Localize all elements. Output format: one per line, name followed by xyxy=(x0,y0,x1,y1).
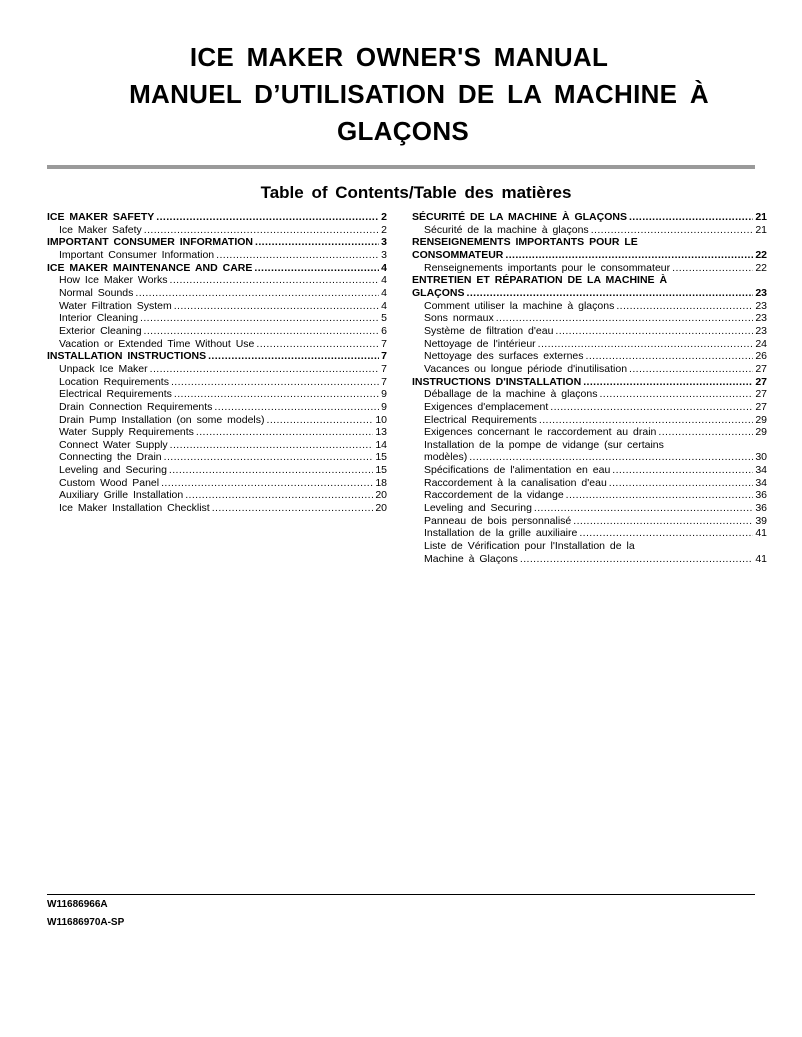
dot-leader xyxy=(573,515,753,528)
toc-entry[interactable] xyxy=(412,553,767,566)
toc-entry-label: Sons normaux xyxy=(424,312,494,325)
toc-entry[interactable] xyxy=(412,388,767,401)
toc-entry-label: CONSOMMATEUR xyxy=(412,248,504,261)
toc-entry-page: 9 xyxy=(381,388,387,401)
toc-entry[interactable] xyxy=(412,515,767,528)
toc-entry-page: 21 xyxy=(755,223,767,236)
dot-leader xyxy=(505,249,753,262)
dot-leader xyxy=(672,262,753,275)
toc-entry-label: Exterior Cleaning xyxy=(59,324,142,337)
dot-leader xyxy=(140,312,379,325)
toc-entry-page: 23 xyxy=(755,312,767,325)
toc-entry[interactable] xyxy=(412,211,767,224)
toc-entry[interactable] xyxy=(412,464,767,477)
toc-french-column xyxy=(412,211,767,565)
toc-entry-page: 2 xyxy=(381,211,387,223)
dot-leader xyxy=(539,414,753,427)
toc-entry-label: Raccordement de la vidange xyxy=(424,489,564,502)
toc-entry[interactable] xyxy=(47,350,387,363)
dot-leader xyxy=(144,325,380,338)
toc-entry-page: 29 xyxy=(755,426,767,439)
toc-entry-label: ICE MAKER SAFETY xyxy=(47,211,155,223)
toc-entry-page: 20 xyxy=(375,489,387,502)
dot-leader xyxy=(170,439,374,452)
toc-english-column xyxy=(47,211,387,515)
toc-entry-page: 22 xyxy=(755,261,767,274)
dot-leader xyxy=(171,376,379,389)
dot-leader xyxy=(216,249,379,262)
toc-entry-label: Leveling and Securing xyxy=(59,464,167,477)
toc-entry-page: 34 xyxy=(755,464,767,477)
dot-leader xyxy=(538,338,754,351)
toc-entry-label: Raccordement à la canalisation d'eau xyxy=(424,476,607,489)
toc-entry[interactable] xyxy=(47,376,387,389)
dot-leader xyxy=(161,477,373,490)
toc-entry-page: 26 xyxy=(755,350,767,363)
toc-entry-label: Water Filtration System xyxy=(59,299,172,312)
toc-entry[interactable] xyxy=(47,300,387,313)
toc-entry-page: 9 xyxy=(381,400,387,413)
toc-entry[interactable] xyxy=(412,338,767,351)
dot-leader xyxy=(629,363,753,376)
toc-entry-label: Ice Maker Installation Checklist xyxy=(59,502,210,515)
toc-entry-label: How Ice Maker Works xyxy=(59,274,168,287)
dot-leader xyxy=(212,502,374,515)
toc-entry-label: Unpack Ice Maker xyxy=(59,362,148,375)
toc-entry-label: Installation de la grille auxiliaire xyxy=(424,527,578,540)
title-french-line1: MANUEL D’UTILISATION DE LA MACHINE À xyxy=(129,79,709,109)
toc-entry[interactable] xyxy=(412,300,767,313)
header-divider xyxy=(47,165,755,169)
toc-entry-label: Système de filtration d'eau xyxy=(424,324,554,337)
toc-entry[interactable] xyxy=(412,451,767,464)
toc-entry-label: Renseignements importants pour le consommateur xyxy=(424,261,671,274)
toc-entry-page: 36 xyxy=(755,489,767,502)
dot-leader xyxy=(612,464,753,477)
toc-entry-page: 7 xyxy=(381,350,387,363)
toc-entry-page: 6 xyxy=(381,324,387,337)
toc-entry[interactable] xyxy=(47,211,387,224)
toc-entry-label: Exigences concernant le raccordement au drain xyxy=(424,426,657,439)
toc-entry-page: 27 xyxy=(755,388,767,401)
toc-entry-label: Custom Wood Panel xyxy=(59,476,160,489)
toc-entry[interactable] xyxy=(412,527,767,540)
toc-entry-label: ICE MAKER MAINTENANCE AND CARE xyxy=(47,261,253,274)
toc-entry[interactable] xyxy=(47,401,387,414)
dot-leader xyxy=(520,553,753,566)
toc-entry-page: 36 xyxy=(755,502,767,515)
toc-entry[interactable] xyxy=(47,439,387,452)
dot-leader xyxy=(185,489,373,502)
toc-entry-page: 4 xyxy=(381,286,387,299)
toc-entry[interactable] xyxy=(47,477,387,490)
toc-entry-first-line[interactable]: Liste de Vérification pour l'Installation de la xyxy=(424,540,635,553)
dot-leader xyxy=(534,502,753,515)
toc-entry[interactable] xyxy=(47,224,387,237)
title-french-line2: GLAÇONS xyxy=(336,116,470,146)
toc-entry-label: GLAÇONS xyxy=(412,286,465,299)
toc-entry[interactable] xyxy=(47,451,387,464)
toc-entry-page: 13 xyxy=(375,426,387,439)
toc-entry-label: Vacances ou longue période d'inutilisation xyxy=(424,362,628,375)
toc-entry-label: IMPORTANT CONSUMER INFORMATION xyxy=(47,236,254,249)
toc-entry-page: 27 xyxy=(755,375,767,388)
toc-entry-label: Exigences d'emplacement xyxy=(424,400,549,413)
toc-entry[interactable] xyxy=(47,262,387,275)
toc-entry-page: 23 xyxy=(755,286,767,299)
toc-entry[interactable] xyxy=(47,388,387,401)
dot-leader xyxy=(629,211,753,224)
toc-entry-label: Electrical Requirements xyxy=(424,413,537,426)
dot-leader xyxy=(169,464,373,477)
toc-entry-label: modèles) xyxy=(424,451,468,464)
dot-leader xyxy=(135,287,379,300)
dot-leader xyxy=(467,287,754,300)
title-english: ICE MAKER OWNER'S MANUAL xyxy=(189,42,609,72)
toc-entry-label: Connecting the Drain xyxy=(59,451,162,464)
toc-entry-label: Leveling and Securing xyxy=(424,502,532,515)
toc-entry-label: Nettoyage de l'intérieur xyxy=(424,337,536,350)
toc-entry[interactable] xyxy=(47,338,387,351)
dot-leader xyxy=(550,401,753,414)
dot-leader xyxy=(586,350,754,363)
dot-leader xyxy=(591,224,754,237)
toc-entry-page: 2 xyxy=(381,223,387,236)
dot-leader xyxy=(267,414,374,427)
dot-leader xyxy=(170,274,380,287)
toc-entry[interactable] xyxy=(47,363,387,376)
toc-entry-page: 21 xyxy=(755,211,767,223)
toc-entry-page: 15 xyxy=(375,464,387,477)
toc-entry[interactable] xyxy=(412,350,767,363)
toc-entry-first-line[interactable]: ENTRETIEN ET RÉPARATION DE LA MACHINE À xyxy=(412,274,668,287)
toc-entry[interactable] xyxy=(47,414,387,427)
toc-entry-first-line[interactable]: RENSEIGNEMENTS IMPORTANTS POUR LE xyxy=(412,236,638,249)
dot-leader xyxy=(555,325,753,338)
footer-divider xyxy=(47,894,755,895)
toc-entry[interactable] xyxy=(412,502,767,515)
toc-entry-page: 15 xyxy=(375,451,387,464)
toc-entry[interactable] xyxy=(412,262,767,275)
dot-leader xyxy=(254,262,379,275)
dot-leader xyxy=(583,376,753,389)
toc-entry-page: 27 xyxy=(755,400,767,413)
dot-leader xyxy=(196,426,373,439)
dot-leader xyxy=(579,527,753,540)
dot-leader xyxy=(616,300,753,313)
toc-heading: Table of Contents/Table des matières xyxy=(260,183,572,202)
toc-entry[interactable] xyxy=(47,312,387,325)
toc-entry[interactable] xyxy=(47,274,387,287)
toc-entry-page: 7 xyxy=(381,362,387,375)
dot-leader xyxy=(496,312,754,325)
toc-entry[interactable] xyxy=(412,249,767,262)
toc-entry-label: Panneau de bois personnalisé xyxy=(424,514,572,527)
toc-entry[interactable] xyxy=(47,502,387,515)
toc-entry[interactable] xyxy=(412,414,767,427)
toc-entry-label: INSTRUCTIONS D'INSTALLATION xyxy=(412,375,582,388)
toc-entry-label: Important Consumer Information xyxy=(59,248,215,261)
toc-entry[interactable] xyxy=(47,325,387,338)
toc-entry-page: 34 xyxy=(755,476,767,489)
toc-entry-label: Normal Sounds xyxy=(59,286,134,299)
toc-entry-page: 10 xyxy=(375,413,387,426)
dot-leader xyxy=(469,451,753,464)
toc-entry[interactable] xyxy=(47,236,387,249)
toc-entry-label: Vacation or Extended Time Without Use xyxy=(59,337,255,350)
dot-leader xyxy=(255,236,379,249)
dot-leader xyxy=(150,363,380,376)
toc-entry-page: 23 xyxy=(755,299,767,312)
toc-entry-label: Auxiliary Grille Installation xyxy=(59,489,184,502)
toc-entry-label: Sécurité de la machine à glaçons xyxy=(424,223,589,236)
toc-entry-label: Comment utiliser la machine à glaçons xyxy=(424,299,615,312)
toc-entry-page: 4 xyxy=(381,299,387,312)
toc-entry[interactable] xyxy=(412,224,767,237)
toc-entry-page: 3 xyxy=(381,248,387,261)
toc-entry[interactable] xyxy=(412,312,767,325)
toc-entry[interactable] xyxy=(47,249,387,262)
dot-leader xyxy=(174,300,379,313)
toc-entry-label: Machine à Glaçons xyxy=(424,552,518,565)
dot-leader xyxy=(144,224,379,237)
toc-entry-label: Interior Cleaning xyxy=(59,312,139,325)
dot-leader xyxy=(599,388,753,401)
toc-entry[interactable] xyxy=(47,489,387,502)
toc-entry-page: 4 xyxy=(381,274,387,287)
dot-leader xyxy=(609,477,754,490)
toc-entry-page: 41 xyxy=(755,527,767,540)
toc-entry-page: 30 xyxy=(755,451,767,464)
dot-leader xyxy=(174,388,379,401)
toc-entry-page: 7 xyxy=(381,375,387,388)
dot-leader xyxy=(214,401,379,414)
toc-entry-label: Water Supply Requirements xyxy=(59,426,194,439)
toc-entry-page: 14 xyxy=(375,438,387,451)
toc-entry-page: 29 xyxy=(755,413,767,426)
toc-entry[interactable] xyxy=(412,363,767,376)
toc-entry-label: Ice Maker Safety xyxy=(59,223,142,236)
part-number-french: W11686970A-SP xyxy=(47,917,125,928)
part-number-english: W11686966A xyxy=(47,899,108,910)
toc-entry[interactable] xyxy=(412,376,767,389)
dot-leader xyxy=(208,350,379,363)
toc-entry-page: 20 xyxy=(375,502,387,515)
toc-entry-label: Location Requirements xyxy=(59,375,169,388)
toc-entry-label: SÉCURITÉ DE LA MACHINE À GLAÇONS xyxy=(412,211,627,223)
toc-entry-label: Electrical Requirements xyxy=(59,388,172,401)
dot-leader xyxy=(566,489,754,502)
toc-entry-first-line[interactable]: Installation de la pompe de vidange (sur certains xyxy=(424,438,664,451)
dot-leader xyxy=(658,426,753,439)
toc-entry[interactable] xyxy=(47,464,387,477)
toc-entry-label: Drain Pump Installation (on some models) xyxy=(59,413,265,426)
dot-leader xyxy=(256,338,379,351)
toc-entry-page: 3 xyxy=(381,236,387,249)
toc-entry-page: 27 xyxy=(755,362,767,375)
dot-leader xyxy=(164,451,374,464)
toc-entry-page: 5 xyxy=(381,312,387,325)
toc-entry-label: Déballage de la machine à glaçons xyxy=(424,388,598,401)
toc-entry-page: 22 xyxy=(755,248,767,261)
toc-entry[interactable] xyxy=(412,325,767,338)
toc-entry-label: Nettoyage des surfaces externes xyxy=(424,350,584,363)
toc-entry[interactable] xyxy=(412,287,767,300)
toc-entry[interactable] xyxy=(412,489,767,502)
toc-entry-page: 24 xyxy=(755,337,767,350)
toc-entry-page: 39 xyxy=(755,514,767,527)
toc-entry[interactable] xyxy=(412,426,767,439)
toc-entry[interactable] xyxy=(412,401,767,414)
toc-entry-page: 18 xyxy=(375,476,387,489)
toc-entry-label: Drain Connection Requirements xyxy=(59,400,213,413)
toc-entry[interactable] xyxy=(412,477,767,490)
toc-entry-label: Spécifications de l'alimentation en eau xyxy=(424,464,611,477)
toc-entry[interactable] xyxy=(47,426,387,439)
toc-entry-page: 23 xyxy=(755,324,767,337)
toc-entry-label: INSTALLATION INSTRUCTIONS xyxy=(47,350,207,363)
toc-entry-page: 4 xyxy=(381,261,387,274)
dot-leader xyxy=(156,211,379,224)
toc-entry-label: Connect Water Supply xyxy=(59,438,168,451)
toc-entry-page: 7 xyxy=(381,337,387,350)
toc-entry[interactable] xyxy=(47,287,387,300)
toc-entry-page: 41 xyxy=(755,552,767,565)
